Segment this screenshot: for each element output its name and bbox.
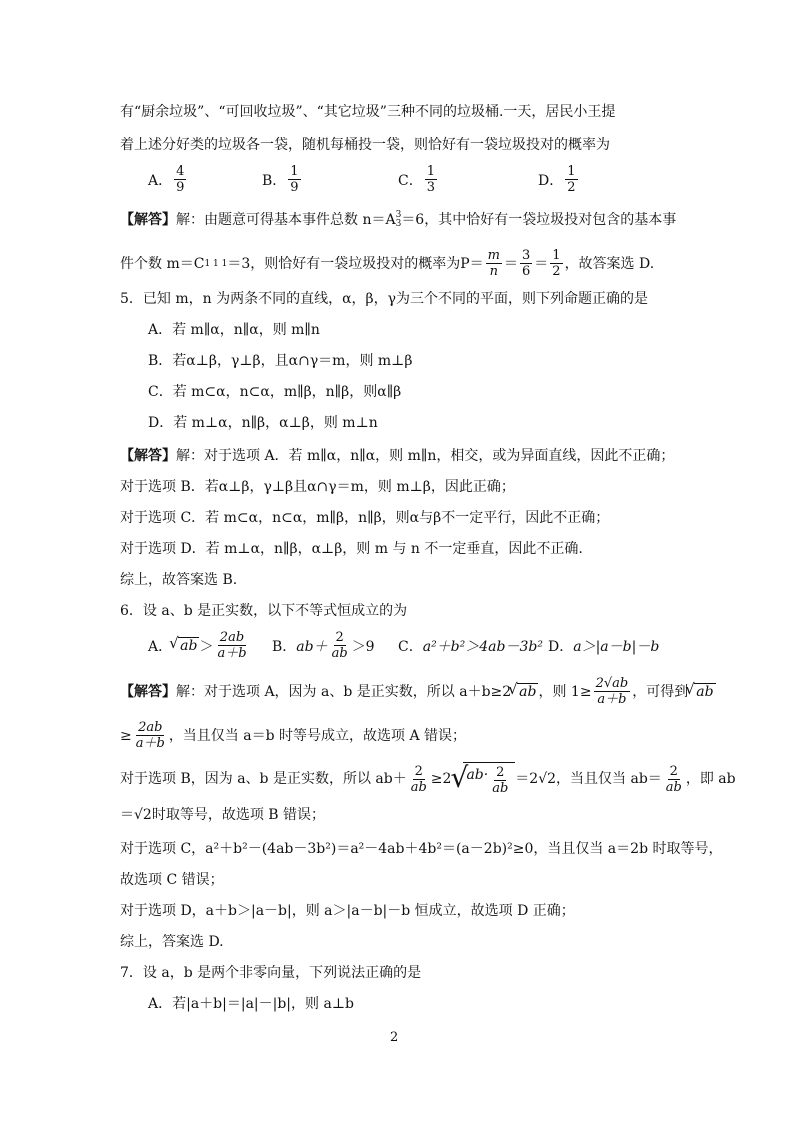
- q6-solution-line-2: ≥ $\frac{2ab}{a+b}$ ，当且仅当 a＝b 时等号成立，故选项 A 错误；: [120, 720, 467, 751]
- q6-conclusion: 综上，答案选 D.: [120, 934, 224, 950]
- q4-text-line-2: 着上述分好类的垃圾各一袋，随机每桶投一袋，则恰好有一袋垃圾投对的概率为: [120, 137, 610, 153]
- q5-option-d: D．若 m⊥α，n∥β，α⊥β，则 m⊥n: [148, 415, 378, 431]
- q6-option-a: A． √ ab ＞ $\frac{2ab}{a+b}$: [148, 630, 251, 661]
- q5-stem: 5．已知 m，n 为两条不同的直线，α，β，γ为三个不同的平面，则下列命题正确的是: [120, 291, 649, 307]
- q6-solution-line-3: 对于选项 B，因为 a、b 是正实数，所以 ab＋ $\frac{2}{ab}$ ≥2 √ ab· $\frac{2}{ab}$ ＝2√2，当且仅当 ab＝ $\frac{2}{ab}$ ，即 ab: [120, 762, 736, 796]
- q7-option-a: A．若|a＋b|＝|a|－|b|，则 a⊥b: [148, 996, 354, 1012]
- q6-solution-line-7: 对于选项 D，a＋b＞|a－b|，则 a＞|a－b|－b 恒成立，故选项 D 正确；: [120, 903, 575, 919]
- q6-solution-line-4: ＝√2时取等号，故选项 B 错误；: [120, 807, 326, 823]
- q5-solution-line-2: 对于选项 B．若α⊥β，γ⊥β且α∩γ＝m，则 m⊥β，因此正确；: [120, 479, 515, 495]
- q4-option-c: C． $\frac{1}{3}$: [398, 164, 435, 195]
- q4-text-line-1: 有“厨余垃圾”、“可回收垃圾”、“其它垃圾”三种不同的垃圾桶.一天，居民小王提: [120, 104, 616, 120]
- q7-stem: 7．设 a，b 是两个非零向量，下列说法正确的是: [120, 965, 422, 981]
- q6-option-c: C． a²＋b²＞4ab－3b²: [398, 639, 543, 655]
- q4-solution-line-2: 件个数 m＝C 1 1 1 ＝3，则恰好有一袋垃圾投对的概率为P＝ $\frac{m}{n}$ ＝ $\frac{3}{6}$ ＝ $\frac{1}{2}$ ，故答案选 D.: [120, 248, 655, 279]
- q4-option-a: A． $\frac{4}{9}$: [148, 164, 185, 195]
- q5-solution-line-4: 对于选项 D．若 m⊥α，n∥β，α⊥β，则 m 与 n 不一定垂直，因此不正确.: [120, 541, 583, 557]
- q5-option-c: C．若 m⊂α，n⊂α，m∥β，n∥β，则α∥β: [148, 384, 402, 400]
- q5-solution-line-3: 对于选项 C．若 m⊂α，n⊂α，m∥β，n∥β，则α与β不一定平行，因此不正确；: [120, 510, 610, 526]
- sqrt-expression: √ ab· $\frac{2}{ab}$: [463, 762, 515, 796]
- q6-option-d: D． a＞|a－b|－b: [548, 639, 660, 655]
- q5-solution-line-1: 【解答】解：对于选项 A．若 m∥α，n∥α，则 m∥n，相交，或为异面直线，因此不正确；: [120, 448, 675, 464]
- q6-solution-line-5: 对于选项 C，a²＋b²－(4ab－3b²)＝a²－4ab＋4b²＝(a－2b)²≥0，当且仅当 a＝2b 时取等号，: [120, 841, 723, 857]
- q6-solution-line-1: 【解答】 解：对于选项 A，因为 a、b 是正实数，所以 a＋b≥2 √ ab ，则 1≥ $\frac{2√ab}{a+b}$ ，可得到 √ ab: [120, 676, 716, 707]
- q5-option-a: A．若 m∥α，n∥α，则 m∥n: [148, 322, 320, 338]
- q6-option-b: B． ab＋ $\frac{2}{ab}$ ＞9: [272, 630, 375, 661]
- q5-option-b: B．若α⊥β，γ⊥β，且α∩γ＝m，则 m⊥β: [148, 353, 413, 369]
- q4-option-b: B． $\frac{1}{9}$: [262, 164, 299, 195]
- q6-solution-line-6: 故选项 C 错误；: [120, 872, 224, 888]
- q4-solution-line-1: 【解答】解：由题意可得基本事件总数 n＝A 3 3 ＝6，其中恰好有一袋垃圾投对包含的基本事: [120, 210, 677, 229]
- q6-stem: 6．设 a、b 是正实数，以下不等式恒成立的为: [120, 603, 408, 619]
- page-number: 2: [390, 1030, 399, 1045]
- q5-conclusion: 综上，故答案选 B.: [120, 572, 238, 588]
- q4-option-d: D． $\frac{1}{2}$: [538, 164, 576, 195]
